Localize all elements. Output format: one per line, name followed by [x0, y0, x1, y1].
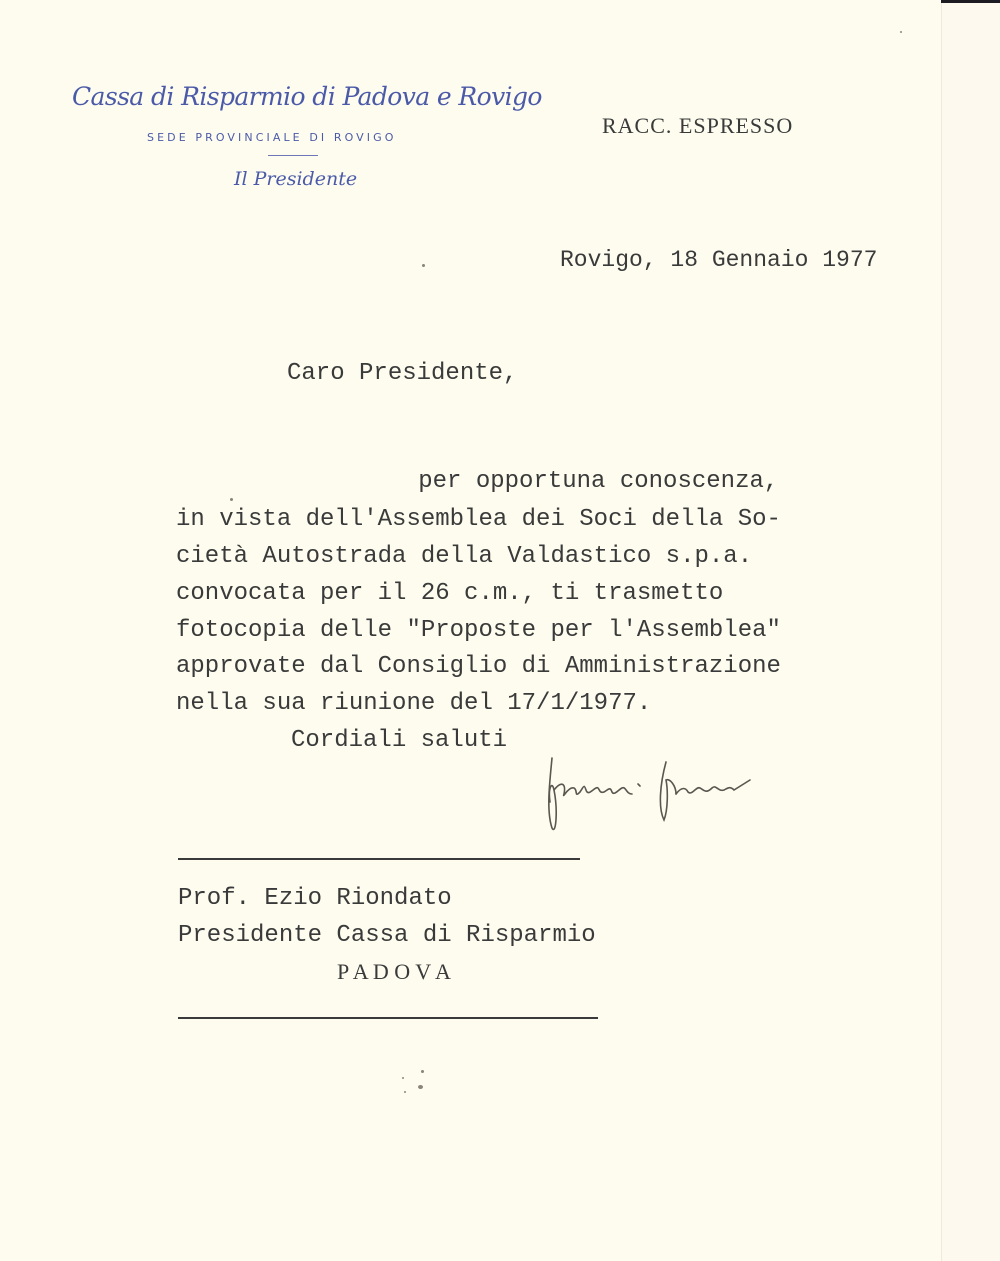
- recipient-rule-bottom: [178, 1017, 598, 1019]
- adjacent-paper-edge: [941, 0, 1000, 1261]
- letterhead-branch: SEDE PROVINCIALE DI ROVIGO: [147, 131, 397, 144]
- paper-speck: [418, 1085, 423, 1089]
- body-line: convocata per il 26 c.m., ti trasmetto: [176, 580, 724, 607]
- paper-speck: [422, 264, 425, 267]
- recipient-name: Prof. Ezio Riondato: [178, 885, 452, 912]
- paper-speck: [402, 1077, 404, 1079]
- recipient-city: P A D O V A: [337, 959, 451, 984]
- paper-speck: [421, 1070, 424, 1073]
- body-line: cietà Autostrada della Valdastico s.p.a.: [176, 543, 753, 570]
- body-line: fotocopia delle "Proposte per l'Assemblea": [176, 617, 781, 644]
- paper-speck: [900, 31, 902, 33]
- recipient-title: Presidente Cassa di Risparmio: [178, 922, 596, 949]
- paper-speck: [404, 1091, 406, 1093]
- signature: [540, 750, 770, 840]
- body-line: nella sua riunione del 17/1/1977.: [176, 690, 652, 717]
- scan-border: [941, 0, 1000, 3]
- letterhead-divider: [268, 155, 318, 156]
- body-line: per opportuna conoscenza,: [303, 468, 779, 495]
- paper-speck: [230, 498, 233, 501]
- salutation: Caro Presidente,: [287, 360, 518, 387]
- body-line: in vista dell'Assemblea dei Soci della So-: [176, 506, 781, 533]
- closing: Cordiali saluti: [291, 727, 508, 754]
- letterhead-institution: Cassa di Risparmio di Padova e Rovigo: [72, 82, 542, 111]
- place-date: Rovigo, 18 Gennaio 1977: [560, 247, 878, 273]
- recipient-rule-top: [178, 858, 580, 860]
- body-line: approvate dal Consiglio di Amministrazione: [176, 653, 781, 680]
- letterhead-office: Il Presidente: [234, 168, 358, 190]
- mailing-note: RACC. ESPRESSO: [602, 113, 794, 138]
